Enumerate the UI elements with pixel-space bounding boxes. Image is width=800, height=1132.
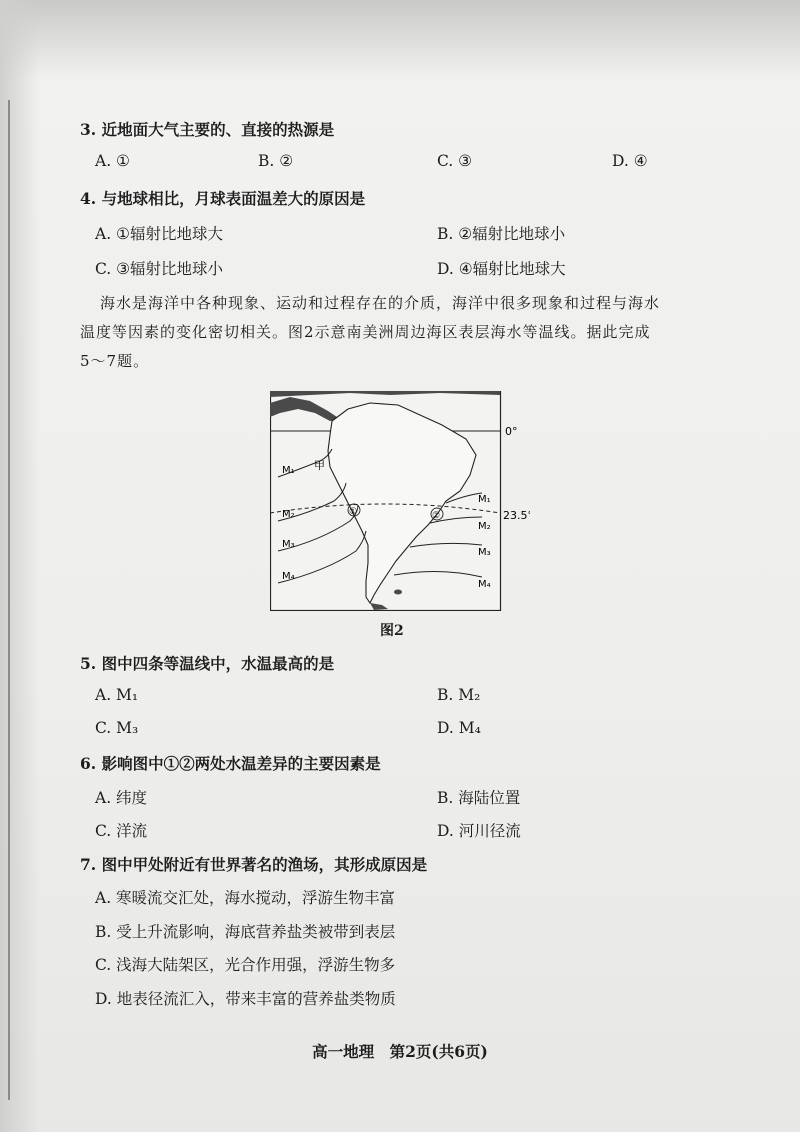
figure-caption: 图2 <box>380 623 404 639</box>
q3-option-d: D. ④ <box>612 152 648 170</box>
passage-line-1: 海水是海洋中各种现象、运动和过程存在的介质，海洋中很多现象和过程与海水 <box>100 294 661 312</box>
south-america-isotherm-map <box>270 391 530 615</box>
label-east-m3: M₃ <box>478 547 491 558</box>
q4-option-c: C. ③辐射比地球小 <box>95 260 224 278</box>
q7-option-c: C. 浅海大陆架区，光合作用强，浮游生物多 <box>95 956 396 974</box>
label-east-m4: M₄ <box>478 579 491 590</box>
q6-option-d: D. 河川径流 <box>437 822 521 840</box>
label-west-m1: M₁ <box>282 465 295 476</box>
binding-line <box>8 100 10 1100</box>
page-footer: 高一地理 第2页(共6页) <box>312 1042 488 1061</box>
label-point-2: ② <box>432 511 441 521</box>
q4-option-a: A. ①辐射比地球大 <box>95 225 223 243</box>
q6-option-c: C. 洋流 <box>95 822 148 840</box>
q3-stem: 3. 近地面大气主要的、直接的热源是 <box>80 120 335 139</box>
falkland-islands <box>394 590 402 595</box>
q5-option-b: B. M₂ <box>437 686 481 704</box>
label-west-m4: M₄ <box>282 571 295 582</box>
q4-option-b: B. ②辐射比地球小 <box>437 225 566 243</box>
passage-line-2: 温度等因素的变化密切相关。图2示意南美洲周边海区表层海水等温线。据此完成 <box>80 323 651 341</box>
label-equator: 0° <box>505 425 518 438</box>
scan-shadow-left <box>0 0 40 1132</box>
label-jia: 甲 <box>314 459 325 472</box>
q5-stem: 5. 图中四条等温线中，水温最高的是 <box>80 654 335 673</box>
q5-option-c: C. M₃ <box>95 719 139 737</box>
q6-option-a: A. 纬度 <box>95 789 148 807</box>
q6-stem: 6. 影响图中①②两处水温差异的主要因素是 <box>80 754 381 773</box>
label-point-1: ① <box>349 507 358 517</box>
q3-option-c: C. ③ <box>437 152 473 170</box>
q5-option-d: D. M₄ <box>437 719 481 737</box>
label-west-m3: M₃ <box>282 539 295 550</box>
q7-option-b: B. 受上升流影响，海底营养盐类被带到表层 <box>95 923 396 941</box>
q4-stem: 4. 与地球相比，月球表面温差大的原因是 <box>80 189 366 208</box>
q5-option-a: A. M₁ <box>95 686 139 704</box>
label-tropic: 23.5° <box>503 509 530 522</box>
q4-option-d: D. ④辐射比地球大 <box>437 260 566 278</box>
label-west-m2: M₂ <box>282 509 295 520</box>
scan-shadow-top <box>0 0 800 80</box>
q7-option-a: A. 寒暖流交汇处，海水搅动，浮游生物丰富 <box>95 889 396 907</box>
passage-line-3: 5～7题。 <box>80 352 150 370</box>
q6-option-b: B. 海陆位置 <box>437 789 521 807</box>
q3-option-a: A. ① <box>95 152 130 170</box>
label-east-m1: M₁ <box>478 494 491 505</box>
q3-option-b: B. ② <box>258 152 294 170</box>
q7-stem: 7. 图中甲处附近有世界著名的渔场，其形成原因是 <box>80 855 428 874</box>
label-east-m2: M₂ <box>478 521 491 532</box>
q7-option-d: D. 地表径流汇入，带来丰富的营养盐类物质 <box>95 990 396 1008</box>
